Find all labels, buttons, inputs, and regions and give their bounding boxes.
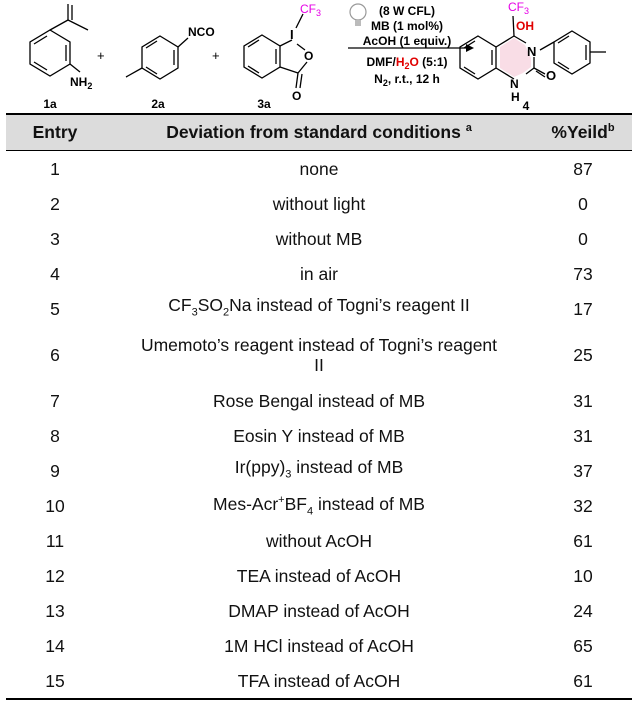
deviation-text: [134, 335, 504, 375]
iodine-label: I: [290, 27, 294, 42]
cell-yield: 61: [573, 530, 593, 551]
ring-o-label: O: [304, 49, 314, 63]
subscript: 3: [285, 468, 292, 481]
condition-atmosphere: $N_2$, r.t., 12 h: [374, 72, 440, 88]
cell-deviation: [104, 151, 534, 187]
subscript: 4: [306, 505, 314, 518]
compound-label-2a: 2a: [151, 97, 165, 111]
deviation-segment: TEA instead of AcOH: [236, 565, 402, 586]
table-row: [6, 186, 632, 221]
subscript: 2: [223, 306, 230, 319]
deviation-segment: Ir(ppy): [234, 456, 286, 477]
cell-deviation: [104, 663, 534, 699]
compound-label-3a: 3a: [257, 97, 271, 111]
deviation-segment: CF: [168, 294, 192, 315]
table-row: [6, 453, 632, 488]
cell-entry: 10: [45, 495, 65, 516]
table-row: [6, 291, 632, 326]
header-deviation-note: a: [465, 122, 472, 135]
cell-yield: 32: [573, 495, 593, 516]
table-header: [6, 114, 632, 151]
cell-yield: 37: [573, 460, 593, 481]
plus-1: +: [97, 48, 105, 63]
cell-yield: 25: [573, 344, 593, 365]
deviation-segment: TFA instead of AcOH: [237, 670, 401, 691]
condition-catalyst: MB (1 mol%): [371, 19, 443, 33]
deviation-text: [300, 159, 339, 179]
cell-yield: 65: [573, 635, 593, 656]
light-bulb-icon: [350, 4, 366, 26]
cell-yield: 24: [573, 600, 593, 621]
cell-entry: 2: [50, 193, 60, 214]
cell-entry: 3: [50, 228, 60, 249]
deviation-segment: without AcOH: [265, 530, 373, 551]
cell-deviation: [104, 488, 534, 523]
condition-solvent: DMF/$H_2O$ (5:1): [366, 55, 448, 71]
deviation-segment: Rose Bengal instead of MB: [212, 390, 426, 411]
cell-deviation: [104, 221, 534, 256]
cell-deviation: [104, 186, 534, 221]
table-row: [6, 256, 632, 291]
header-yield-text: %Yeild: [551, 122, 608, 142]
compound-label-1a: 1a: [43, 97, 57, 111]
deviation-text: [235, 457, 404, 485]
reaction-scheme: [0, 0, 638, 112]
cell-yield: 31: [573, 390, 593, 411]
cell-entry: 6: [50, 344, 60, 365]
cf3-label-togni: $CF_3$: [300, 2, 322, 18]
deviation-segment: Eosin Y instead of MB: [233, 425, 405, 446]
cell-deviation: [104, 523, 534, 558]
deviation-text: [266, 531, 372, 551]
header-yield: [534, 114, 632, 151]
cell-entry: 5: [50, 298, 60, 319]
header-yield-note: b: [607, 122, 615, 135]
deviation-text: [168, 295, 470, 323]
nco-label: NCO: [188, 25, 215, 39]
table-row: [6, 326, 632, 383]
deviation-text: [276, 229, 363, 249]
deviation-text: [224, 636, 414, 656]
nh2-label: $NH_2$: [70, 75, 93, 91]
cell-yield: 10: [573, 565, 593, 586]
cell-yield: 0: [578, 193, 588, 214]
cell-deviation: [104, 453, 534, 488]
deviation-text: [273, 194, 365, 214]
table-row: [6, 593, 632, 628]
product-h-label: H: [511, 90, 520, 104]
header-deviation-text: Deviation from standard conditions: [166, 122, 461, 142]
reaction-scheme-drawing: [0, 0, 638, 112]
superscript: +: [278, 493, 285, 506]
deviation-segment: Umemoto’s reagent instead of Togni’s reagent II: [140, 334, 498, 375]
deviation-segment: Mes-Acr: [213, 493, 279, 514]
cell-yield: 73: [573, 263, 593, 284]
cell-yield: 17: [573, 298, 593, 319]
cell-deviation: [104, 326, 534, 383]
optimization-table: [6, 113, 632, 700]
cell-entry: 1: [50, 158, 60, 179]
table-row: [6, 628, 632, 663]
compound-label-4: 4: [522, 99, 530, 112]
deviation-text: [228, 601, 410, 621]
product-o-label: O: [546, 68, 557, 83]
header-entry: Entry: [32, 122, 78, 142]
cf3-label-product: $CF_3$: [508, 0, 530, 16]
cell-yield: 31: [573, 425, 593, 446]
cell-deviation: [104, 593, 534, 628]
cell-yield: 0: [578, 228, 588, 249]
cell-deviation: [104, 291, 534, 326]
table-row: [6, 488, 632, 523]
deviation-text: [238, 671, 400, 691]
deviation-segment: BF: [284, 493, 307, 514]
deviation-segment: without MB: [275, 228, 363, 249]
condition-light: (8 W CFL): [379, 4, 435, 18]
table-row: [6, 151, 632, 187]
table-row: [6, 418, 632, 453]
carbonyl-o-label: O: [292, 89, 302, 103]
condition-additive: AcOH (1 equiv.): [362, 34, 452, 48]
cell-deviation: [104, 628, 534, 663]
table-row: [6, 383, 632, 418]
deviation-segment: instead of MB: [313, 493, 425, 514]
deviation-segment: DMAP instead of AcOH: [228, 600, 410, 621]
deviation-text: [300, 264, 338, 284]
cell-deviation: [104, 383, 534, 418]
deviation-segment: 1M HCl instead of AcOH: [224, 635, 414, 656]
cell-yield: 61: [573, 670, 593, 691]
deviation-text: [237, 566, 401, 586]
deviation-segment: instead of MB: [291, 456, 404, 477]
cell-entry: 7: [50, 390, 60, 411]
table-row: [6, 663, 632, 699]
cell-entry: 11: [45, 530, 65, 551]
oh-label: OH: [516, 19, 534, 33]
optimization-table-wrapper: [6, 113, 632, 700]
cell-entry: 15: [45, 670, 65, 691]
product-nh-label: N: [510, 77, 519, 91]
table-body: [6, 151, 632, 700]
table-row: [6, 221, 632, 256]
deviation-segment: none: [299, 158, 339, 179]
cell-entry: 12: [45, 565, 65, 586]
deviation-segment: without light: [272, 193, 366, 214]
deviation-text: [213, 391, 425, 411]
cell-entry: 4: [50, 263, 60, 284]
table-row: [6, 523, 632, 558]
deviation-text: [233, 426, 405, 446]
cell-deviation: [104, 418, 534, 453]
header-row: [6, 114, 632, 151]
cell-deviation: [104, 256, 534, 291]
deviation-segment: in air: [300, 263, 338, 284]
cell-entry: 13: [45, 600, 65, 621]
cell-entry: 8: [50, 425, 60, 446]
deviation-segment: Na instead of Togni’s reagent II: [229, 294, 470, 315]
cell-yield: 87: [573, 158, 593, 179]
header-deviation: [104, 114, 534, 151]
cell-entry: 14: [45, 635, 65, 656]
plus-2: +: [212, 48, 220, 63]
product-n-label: N: [527, 44, 537, 59]
table-row: [6, 558, 632, 593]
deviation-text: [213, 490, 425, 521]
deviation-segment: SO: [197, 294, 223, 315]
cell-entry: 9: [50, 460, 60, 481]
subscript: 3: [191, 306, 198, 319]
cell-deviation: [104, 558, 534, 593]
